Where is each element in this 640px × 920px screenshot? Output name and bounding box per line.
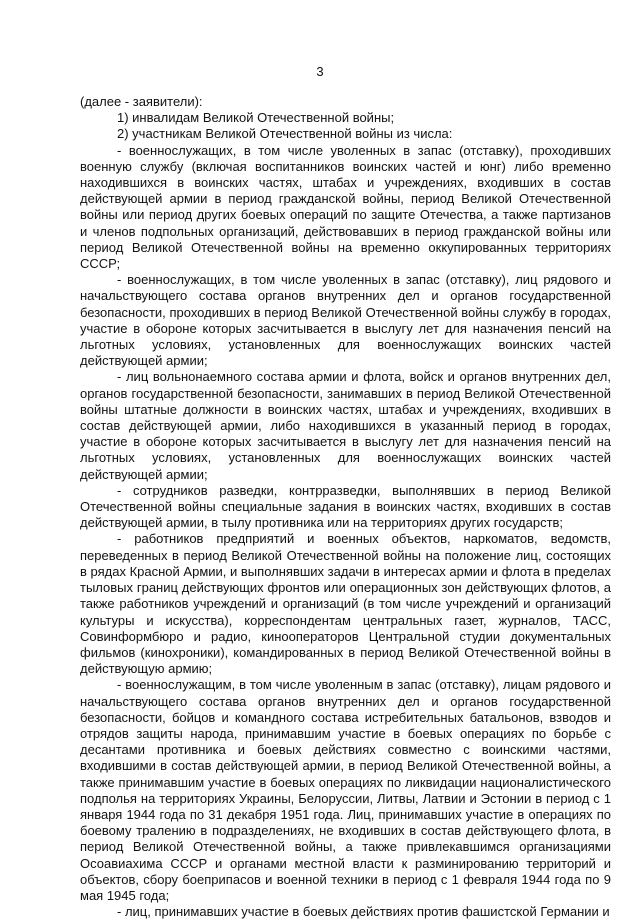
paragraph-intelligence: - сотрудников разведки, контрразведки, выполнявших в период Великой Отечественной войны специальные задания в воинских частях, входивших в состав действующей армии, в тылу противника или на территориях других государств;: [80, 482, 611, 531]
paragraph-servicemen: - военнослужащих, в том числе уволенных в запас (отставку), проходивших военную службу (включая воспитанников воинских частей и юнг) либо временно находившихся в воинских частях, штабах и учреждениях, входивших в состав действующей армии в период гражданской войны, период Великой Отечественной войны или период других боевых операций по защите Отечества, а также партизанов и членов подпольных организаций, действовавших в период гражданской войны или период Великой Отечественной войны на временно оккупированных территориях СССР;: [80, 142, 611, 272]
list-item-2: 2) участникам Великой Отечественной войны из числа:: [117, 126, 453, 142]
intro-line: (далее - заявители):: [80, 94, 203, 109]
document-body: [80, 94, 611, 920]
paragraph-last-line: - лиц, принимавших участие в боевых действиях против фашистской Германии и: [117, 904, 610, 920]
paragraph-workers: - работников предприятий и военных объектов, наркоматов, ведомств, переведенных в период Великой Отечественной войны на положение лиц, состоящих в рядах Красной Армии, и выполнявших задачи в интересах армии и флота в пределах тыловых границ действующих фронтов или операционных зон действующих флотов, а также работников учреждений и организаций (в том числе учреждений и организаций культуры и искусства), корреспондентам центральных газет, журналов, ТАСС, Совинформбюро и радио, кинооператоров Центральной студии документальных фильмов (кинохроники), командированных в период Великой Отечественной войны в действующую армию;: [80, 531, 611, 677]
list-item-1: 1) инвалидам Великой Отечественной войны;: [117, 110, 395, 126]
page-number: 3: [316, 64, 324, 79]
paragraph-battalions: - военнослужащим, в том числе уволенным в запас (отставку), лицам рядового и начальствующего состава органов внутренних дел и органов государственной безопасности, бойцов и командного состава истребительных батальонов, взводов и отрядов защиты народа, принимавшим участие в боевых операциях по борьбе с десантами противника и боевых действиях совместно с воинскими частями, входившими в состав действующей армии, в период Великой Отечественной войны, а также принимавшим участие в боевых операциях по ликвидации националистического подполья на территориях Украины, Белоруссии, Литвы, Латвии и Эстонии в период с 1 января 1944 года по 31 декабря 1951 года. Лиц, принимавших участие в операциях по боевому тралению в подразделениях, не входивших в состав действующего флота, в период Великой Отечественной войны, а также привлекавшимся организациями Осоавиахима СССР и органами местной власти к разминированию территорий и объектов, сбору боеприпасов и военной техники в период с 1 февраля 1944 года по 9 мая 1945 года;: [80, 677, 611, 903]
paragraph-civilian-staff: - лиц вольнонаемного состава армии и флота, войск и органов внутренних дел, органов государственной безопасности, занимавших в период Великой Отечественной войны штатные должности в воинских частях, штабах и учреждениях, входивших в состав действующей армии, либо находившихся в указанный период в городах, участие в обороне которых засчитывается в выслугу лет для назначения пенсий на льготных условиях, установленных для военнослужащих воинских частей действующей армии;: [80, 369, 611, 482]
paragraph-internal-affairs: - военнослужащих, в том числе уволенных в запас (отставку), лиц рядового и начальствующего состава органов внутренних дел и органов государственной безопасности, проходивших в период Великой Отечественной войны службу в городах, участие в обороне которых засчитывается в выслугу лет для назначения пенсий на льготных условиях, установленных для военнослужащих воинских частей действующей армии;: [80, 272, 611, 369]
